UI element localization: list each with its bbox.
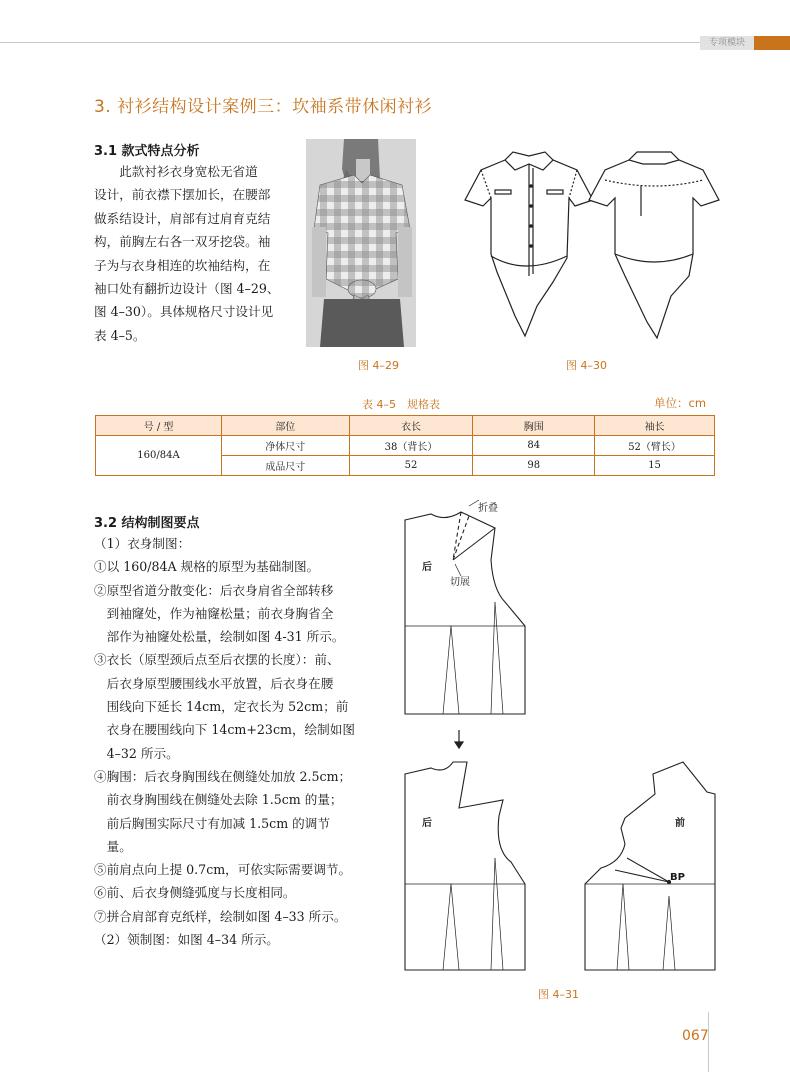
table-row [96,436,715,456]
front-flat-sketch [465,152,593,336]
spec-table [95,415,715,476]
paragraph-line: 设计，前衣襟下摆加长，在腰部 [94,187,271,203]
header-cell: 袖长 [595,416,715,436]
section-title: 3. 衬衫结构设计案例三：坎袖系带休闲衬衫 [94,97,433,117]
label-back-upper: 后 [422,562,432,573]
table-cell: 84 [473,436,595,456]
step-line: 围线向下延长 14cm，定衣长为 52cm；前 [94,699,349,715]
header-accent-bar [754,36,790,50]
arrow-down-icon [455,730,463,748]
step-line: 部作为袖窿处松量，绘制如图 4-31 所示。 [94,629,345,645]
table-cell: 98 [473,456,595,476]
subsection-title-3-1: 3.1 款式特点分析 [94,144,200,159]
page-number: 067 [682,1028,709,1044]
model-photo-illustration [306,139,416,347]
label-cut-open: 切展 [450,577,470,588]
subsection-title-3-2: 3.2 结构制图要点 [94,516,200,531]
lower-back-pattern [405,762,525,970]
table-title: 表 4–5 规格表 [362,398,440,411]
table-header-row [96,416,715,436]
table-cell: 38（背长） [349,436,473,456]
shirt-flat-sketches [455,146,725,346]
model-photo [306,139,416,347]
table-unit: 单位：cm [654,396,707,410]
paragraph-line: 此款衬衫衣身宽松无省道 [94,164,258,179]
lower-front-pattern [585,762,715,970]
paragraph-line: 构，前胸左右各一双牙挖袋。袖 [94,234,271,250]
step-line: 4–32 所示。 [94,745,179,761]
header-cell: 胸围 [473,416,595,436]
header-rule [0,42,752,43]
step-line: 衣身在腰围线向下 14cm+23cm，绘制如图 [94,722,355,738]
step-line: ④胸围：后衣身胸围线在侧缝处加放 2.5cm； [94,768,352,784]
step-line: ⑤前肩点向上提 0.7cm，可依实际需要调节。 [94,862,352,878]
step-line: ⑦拼合肩部育克纸样，绘制如图 4–33 所示。 [94,908,347,924]
header-cell: 部位 [222,416,350,436]
step-line: （2）领制图：如图 4–34 所示。 [94,932,279,948]
table-cell: 52 [349,456,473,476]
step-line: 到袖窿处，作为袖窿松量；前衣身胸省全 [94,605,334,621]
size-cell: 160/84A [96,436,222,476]
header-cell: 衣长 [349,416,473,436]
drafting-steps-text [94,532,355,951]
step-line: 前后胸围实际尺寸有加减 1.5cm 的调节 [94,815,330,831]
paragraph-line: 表 4–5。 [94,327,146,343]
paragraph-line: 图 4–30）。具体规格尺寸设计见 [94,304,274,320]
step-line: （1）衣身制图： [94,536,191,551]
paragraph-line: 袖口处有翻折边设计（图 4–29、 [94,281,280,297]
row-label-cell: 净体尺寸 [222,436,350,456]
paragraph-line: 子为与衣身相连的坎袖结构，在 [94,257,271,273]
paragraph-line: 做系结设计，肩部有过肩育克结 [94,210,271,226]
pattern-draft-diagram [395,498,730,980]
label-bp: BP [670,872,685,883]
step-line: 后衣身原型腰围线水平放置，后衣身在腰 [94,675,334,691]
table-cell: 15 [595,456,715,476]
step-line: 量。 [94,838,132,854]
row-label-cell: 成品尺寸 [222,456,350,476]
header-cell: 号 / 型 [96,416,222,436]
step-line: ⑥前、后衣身侧缝弧度与长度相同。 [94,885,296,901]
step-line: ③衣长（原型颈后点至后衣摆的长度）：前、 [94,652,340,668]
label-front: 前 [675,818,685,829]
step-line: 前衣身胸围线在侧缝处去除 1.5cm 的量； [94,792,343,808]
label-back-lower: 后 [422,818,432,829]
module-tab: 专项模块 [700,36,754,50]
label-fold: 折叠 [478,503,498,514]
back-flat-sketch [589,152,719,338]
step-line: ①以 160/84A 规格的原型为基础制图。 [94,559,320,575]
upper-back-pattern [405,500,525,714]
figure-caption-4-29: 图 4–29 [358,359,399,372]
figure-caption-4-31: 图 4–31 [538,988,579,1001]
style-analysis-text [94,160,279,347]
table-cell: 52（臂长） [595,436,715,456]
figure-caption-4-30: 图 4–30 [566,359,607,372]
step-line: ②原型省道分散变化：后衣身肩省全部转移 [94,582,334,598]
